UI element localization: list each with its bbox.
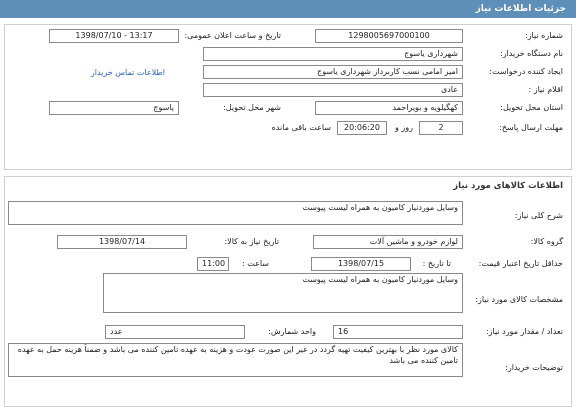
group-label: گروه کالا: <box>530 237 563 246</box>
qty-field: 16 <box>333 325 463 339</box>
hour-label: ساعت : <box>241 259 269 268</box>
need-number-field: 1298005697000100 <box>315 29 463 43</box>
page-title: جزئیات اطلاعات نیاز <box>0 0 576 18</box>
to-date-field: 1398/07/15 <box>311 257 411 271</box>
requester-field: امیر امامی نسب کاربرداز شهرداری یاسوج <box>203 65 463 79</box>
province-label: استان محل تحویل: <box>500 103 563 112</box>
announce-date-field: 1398/07/10 - 13:17 <box>49 29 179 43</box>
buyer-contact-link[interactable]: اطلاعات تماس خریدار <box>90 68 165 77</box>
need-code-label: اقلام نیاز : <box>528 85 563 94</box>
announce-date-label: تاریخ و ساعت اعلان عمومی: <box>184 31 281 40</box>
unit-label: واحد شمارش: <box>268 327 316 336</box>
summary-field: وسایل موردنیاز کامیون به همراه لیست پیوست <box>8 201 463 225</box>
deadline-time-field: 20:06:20 <box>337 121 387 135</box>
buyer-org-label: نام دستگاه خریدار: <box>500 49 563 58</box>
deadline-label: مهلت ارسال پاسخ: <box>499 123 563 132</box>
goods-panel <box>4 176 572 407</box>
spec-field: وسایل موردنیاز کامیون به همراه لیست پیوست <box>103 273 463 313</box>
city-label: شهر محل تحویل: <box>223 103 281 112</box>
need-date-field: 1398/07/14 <box>57 235 187 249</box>
group-field: لوازم خودرو و ماشین آلات <box>313 235 463 249</box>
requester-label: ایجاد کننده درخواست: <box>489 67 563 76</box>
need-date-label: تاریخ نیاز به کالا: <box>224 237 279 246</box>
hour-field: 11:00 <box>197 257 229 271</box>
spec-label: مشخصات کالای مورد نیاز: <box>475 295 563 304</box>
need-info-panel <box>4 24 572 170</box>
province-field: کهگیلویه و بویراحمد <box>315 101 463 115</box>
need-number-label: شماره نیاز: <box>525 31 563 40</box>
remaining-word: ساعت باقی مانده <box>271 123 331 132</box>
desc-field: کالای مورد نظر با بهترین کیفیت تهیه گردد در غیر این صورت عودت و هزینه به عهده تامین کننده می باشد و ضمناً هزینه حمل به عهده تامین کننده می باشد <box>8 343 463 377</box>
unit-field: عدد <box>105 325 245 339</box>
city-field: یاسوج <box>49 101 179 115</box>
min-price-label: حداقل تاریخ اعتبار قیمت: <box>478 259 563 268</box>
goods-section-title: اطلاعات کالاهای مورد نیاز <box>453 181 563 191</box>
buyer-org-field: شهرداری یاسوج <box>203 47 463 61</box>
summary-label: شرح کلی نیاز: <box>514 211 563 220</box>
to-date-label: تا تاریخ : <box>422 259 451 268</box>
deadline-days-field: 2 <box>419 121 463 135</box>
need-code-field: عادی <box>203 83 463 97</box>
days-word: روز و <box>395 123 413 132</box>
desc-label: توضیحات خریدار: <box>505 363 563 372</box>
qty-label: تعداد / مقدار مورد نیاز: <box>485 327 563 336</box>
